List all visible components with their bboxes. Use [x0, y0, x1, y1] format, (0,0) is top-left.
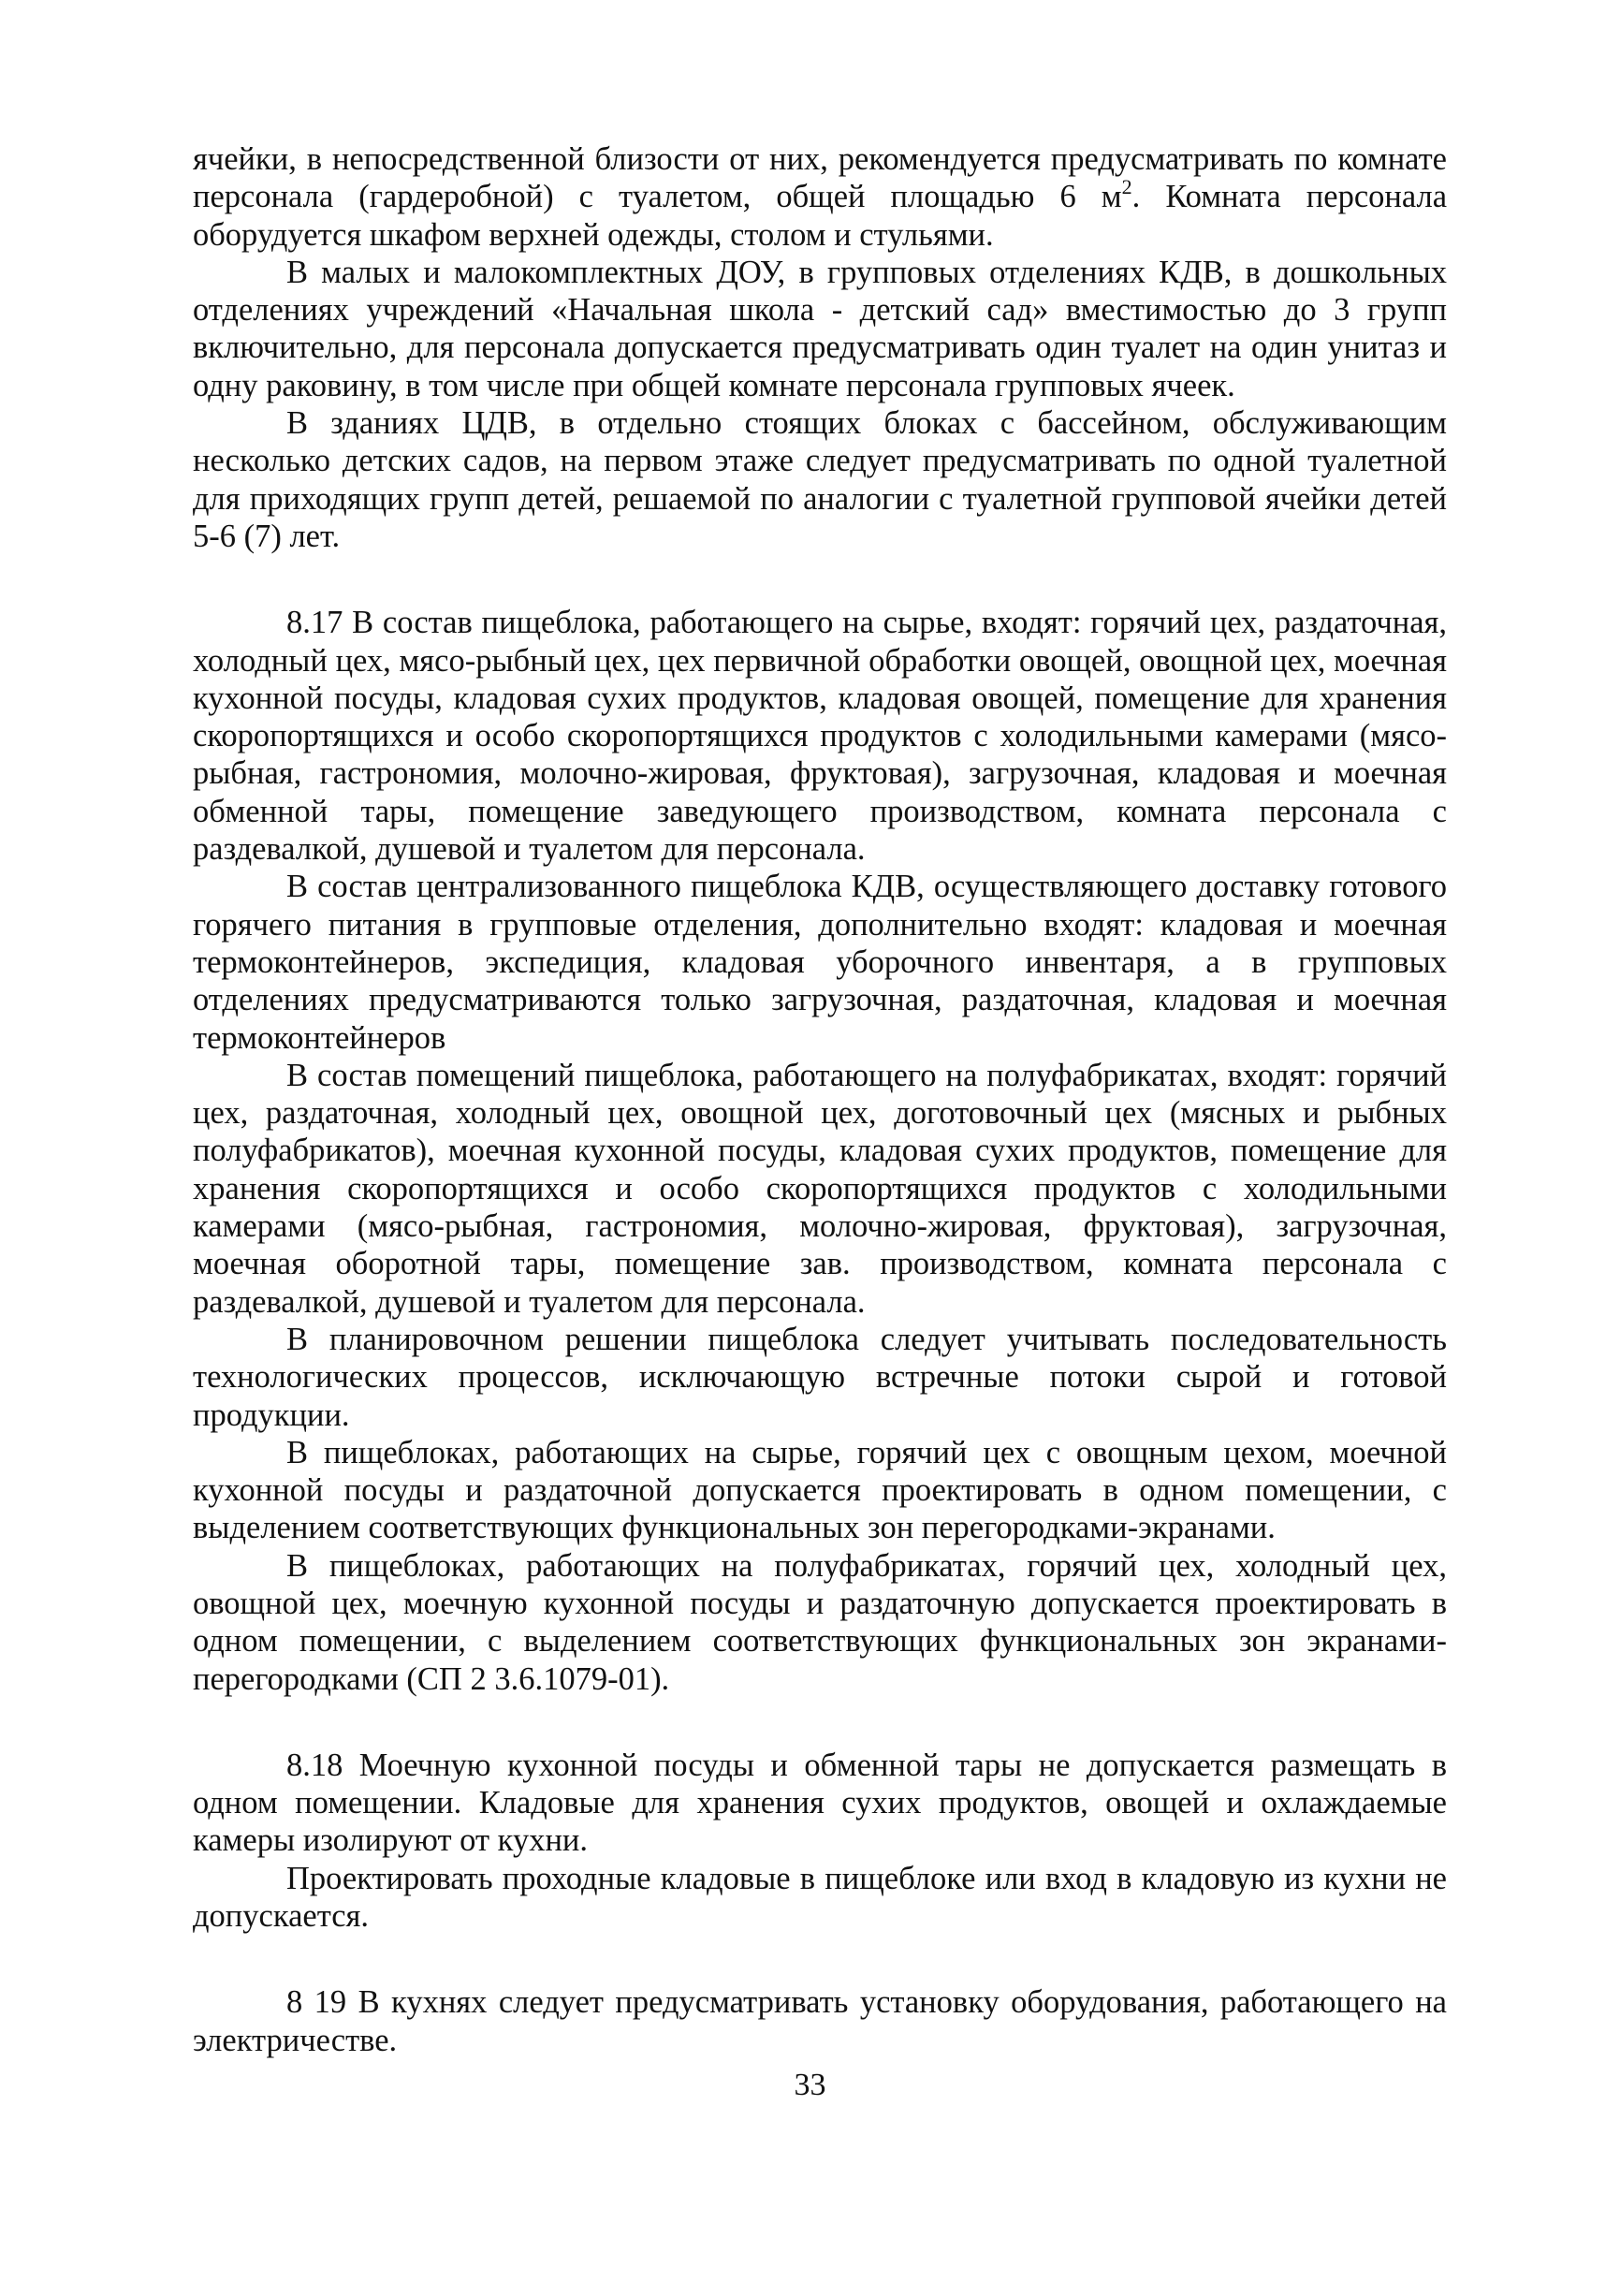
superscript-2: 2: [1121, 175, 1132, 199]
paragraph-7: В планировочном решении пищеблока следует учитывать последовательность технологических процессов, исключающую встречные потоки сырой и готовой продукции.: [193, 1321, 1447, 1433]
paragraph-6: В состав помещений пищеблока, работающего на полуфабрикатах, входят: горячий цех, раздаточная, холодный цех, овощной цех, доготовочный цех (мясных и рыбных полуфабрикатов), моечная кухонной посуды, кладовая сухих продуктов, помещение для хранения скоропортящихся и особо скоропортящихся продуктов с холодильными камерами (мясо-рыбная, гастрономия, молочно-жировая, фруктовая), загрузочная, моечная оборотной тары, помещение зав. производством, комната персонала с раздевалкой, душевой и туалетом для персонала.: [193, 1057, 1447, 1320]
paragraph-2: В малых и малокомплектных ДОУ, в групповых отделениях КДВ, в дошкольных отделениях учреждений «Начальная школа - детский сад» вместимостью до 3 групп включительно, для персонала допускается предусматривать один туалет на один унитаз и одну раковину, в том числе при общей комнате персонала групповых ячеек.: [193, 254, 1447, 403]
paragraph-11: Проектировать проходные кладовые в пищеблоке или вход в кладовую из кухни не допускается.: [193, 1860, 1447, 1935]
clause-8-18: 8.18 Моечную кухонной посуды и обменной тары не допускается размещать в одном помещении. Кладовые для хранения сухих продуктов, овощей и охлаждаемые камеры изолируют от кухни.: [193, 1747, 1447, 1859]
paragraph-3: В зданиях ЦДВ, в отдельно стоящих блоках с бассейном, обслуживающим несколько детских садов, на первом этаже следует предусматривать по одной туалетной для приходящих групп детей, решаемой по аналогии с туалетной групповой ячейки детей 5-6 (7) лет.: [193, 405, 1447, 554]
paragraph-1-tail: . Комната персонала оборудуется шкафом верхней одежды, столом и стульями.: [193, 179, 1448, 253]
document-body: [193, 140, 1447, 2059]
paragraph-1: [193, 140, 1447, 254]
paragraph-5: В состав централизованного пищеблока КДВ, осуществляющего доставку готового горячего питания в групповые отделения, дополнительно входят: кладовая и моечная термоконтейнеров, экспедиция, кладовая уборочного инвентаря, а в групповых отделениях предусматриваются только загрузочная, раздаточная, кладовая и моечная термоконтейнеров: [193, 869, 1447, 1056]
clause-8-19: 8 19 В кухнях следует предусматривать установку оборудования, работающего на электричестве.: [193, 1984, 1447, 2058]
clause-8-17: 8.17 В состав пищеблока, работающего на сырье, входят: горячий цех, раздаточная, холодный цех, мясо-рыбный цех, цех первичной обработки овощей, овощной цех, моечная кухонной посуды, кладовая сухих продуктов, кладовая овощей, помещение для хранения скоропортящихся и особо скоропортящихся продуктов с холодильными камерами (мясо-рыбная, гастрономия, молочно-жировая, фруктовая), загрузочная, кладовая и моечная обменной тары, помещение заведующего производством, комната персонала с раздевалкой, душевой и туалетом для персонала.: [193, 605, 1447, 868]
paragraph-1-text: ячейки, в непосредственной близости от них, рекомендуется предусматривать по комнате персонала (гардеробной) с туалетом, общей площадью 6 м: [193, 141, 1447, 215]
page-number: 33: [794, 2068, 826, 2102]
paragraph-8: В пищеблоках, работающих на сырье, горячий цех с овощным цехом, моечной кухонной посуды и раздаточной допускается проектировать в одном помещении, с выделением соответствующих функциональных зон перегородками-экранами.: [193, 1434, 1447, 1546]
paragraph-9: В пищеблоках, работающих на полуфабрикатах, горячий цех, холодный цех, овощной цех, моечную кухонной посуды и раздаточную допускается проектировать в одном помещении, с выделением соответствующих функциональных зон экранами-перегородками (СП 2 3.6.1079-01).: [193, 1547, 1447, 1697]
